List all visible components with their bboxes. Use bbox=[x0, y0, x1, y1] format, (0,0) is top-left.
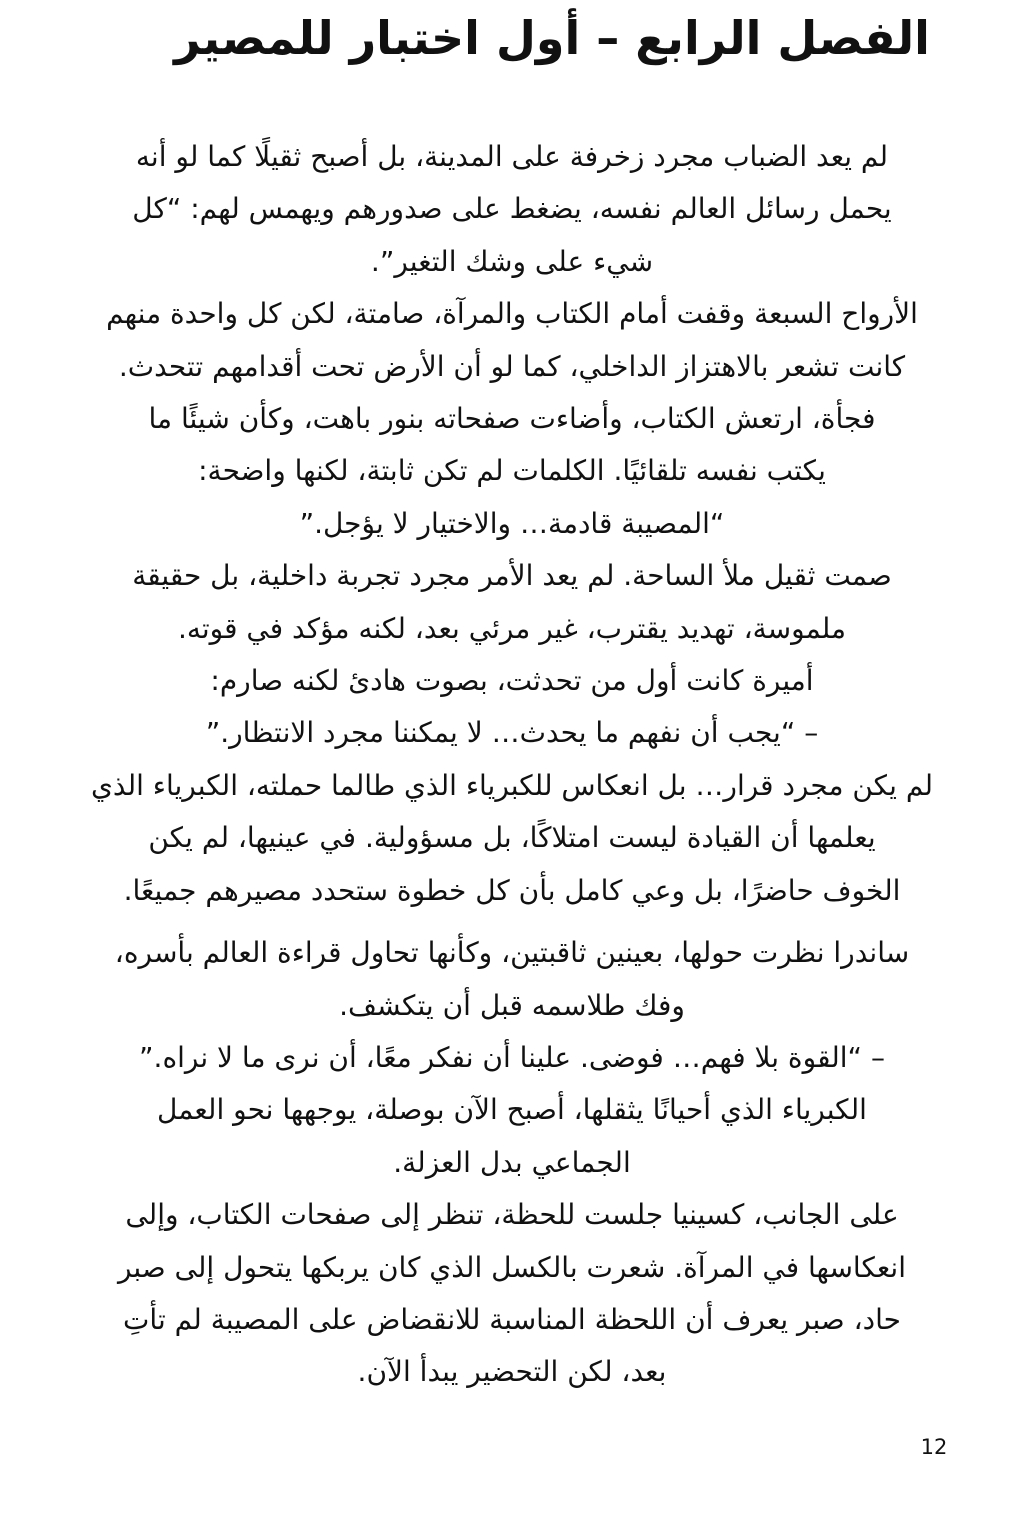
text-line: ملموسة، تهديد يقترب، غير مرئي بعد، لكنه مؤكد في قوته. bbox=[177, 611, 847, 645]
section-gap bbox=[4, 917, 1020, 927]
paragraph bbox=[4, 550, 1020, 655]
paragraph bbox=[4, 131, 1020, 288]
text-line: لم يكن مجرد قرار… بل انعكاس للكبرياء الذي طالما حملته، الكبرياء الذي bbox=[90, 768, 933, 802]
text-line: أميرة كانت أول من تحدثت، بصوت هادئ لكنه صارم: bbox=[210, 664, 814, 698]
chapter-title: الفصل الرابع – أول اختبار للمصير bbox=[174, 11, 930, 65]
text-line: – “يجب أن نفهم ما يحدث… لا يمكننا مجرد الانتظار.” bbox=[205, 716, 819, 750]
text-line: يكتب نفسه تلقائيًا. الكلمات لم تكن ثابتة، لكنها واضحة: bbox=[198, 454, 826, 488]
quote-paragraph bbox=[4, 498, 1020, 550]
page-number: 12 bbox=[920, 1435, 948, 1459]
text-line: ساندرا نظرت حولها، بعينين ثاقبتين، وكأنها تحاول قراءة العالم بأسره، bbox=[114, 936, 910, 970]
text-line: وفك طلاسمه قبل أن يتكشف. bbox=[339, 988, 685, 1022]
text-line: يعلمها أن القيادة ليست امتلاكًا، بل مسؤولية. في عينيها، لم يكن bbox=[148, 821, 876, 855]
text-line: لم يعد الضباب مجرد زخرفة على المدينة، بل أصبح ثقيلًا كما لو أنه bbox=[135, 140, 889, 173]
text-line: على الجانب، كسينيا جلست للحظة، تنظر إلى صفحات الكتاب، وإلى bbox=[125, 1198, 899, 1232]
paragraph bbox=[4, 1189, 1020, 1399]
chapter-body bbox=[4, 131, 1020, 1399]
text-line: كانت تشعر بالاهتزاز الداخلي، كما لو أن الأرض تحت أقدامهم تتحدث. bbox=[118, 349, 906, 383]
dialogue-paragraph bbox=[4, 1032, 1020, 1084]
text-line: – “القوة بلا فهم… فوضى. علينا أن نفكر معًا، أن نرى ما لا نراه.” bbox=[139, 1040, 885, 1074]
paragraph bbox=[4, 760, 1020, 917]
paragraph bbox=[4, 927, 1020, 1032]
text-line: حاد، صبر يعرف أن اللحظة المناسبة للانقضاض على المصيبة لم تأتِ bbox=[123, 1302, 901, 1336]
text-line: الأرواح السبعة وقفت أمام الكتاب والمرآة، صامتة، لكن كل واحدة منهم bbox=[106, 297, 918, 331]
text-line: فجأة، ارتعش الكتاب، وأضاءت صفحاته بنور باهت، وكأن شيئًا ما bbox=[148, 402, 876, 436]
paragraph bbox=[4, 655, 1020, 707]
paragraph bbox=[4, 393, 1020, 498]
text-line: شيء على وشك التغير”. bbox=[370, 244, 654, 278]
text-line: الخوف حاضرًا، بل وعي كامل بأن كل خطوة ستحدد مصيرهم جميعًا. bbox=[123, 873, 901, 907]
text-line: الكبرياء الذي أحيانًا يثقلها، أصبح الآن بوصلة، يوجهها نحو العمل bbox=[157, 1093, 867, 1127]
text-line: “المصيبة قادمة… والاختيار لا يؤجل.” bbox=[299, 506, 725, 540]
paragraph bbox=[4, 1084, 1020, 1189]
dialogue-paragraph bbox=[4, 707, 1020, 759]
text-line: يحمل رسائل العالم نفسه، يضغط على صدورهم ويهمس لهم: “كل bbox=[132, 192, 892, 226]
paragraph bbox=[4, 288, 1020, 393]
text-line: الجماعي بدل العزلة. bbox=[393, 1145, 631, 1179]
text-line: صمت ثقيل ملأ الساحة. لم يعد الأمر مجرد تجربة داخلية، بل حقيقة bbox=[132, 559, 892, 593]
text-line: انعكاسها في المرآة. شعرت بالكسل الذي كان يربكها يتحول إلى صبر bbox=[117, 1250, 906, 1284]
text-line: بعد، لكن التحضير يبدأ الآن. bbox=[357, 1355, 667, 1389]
